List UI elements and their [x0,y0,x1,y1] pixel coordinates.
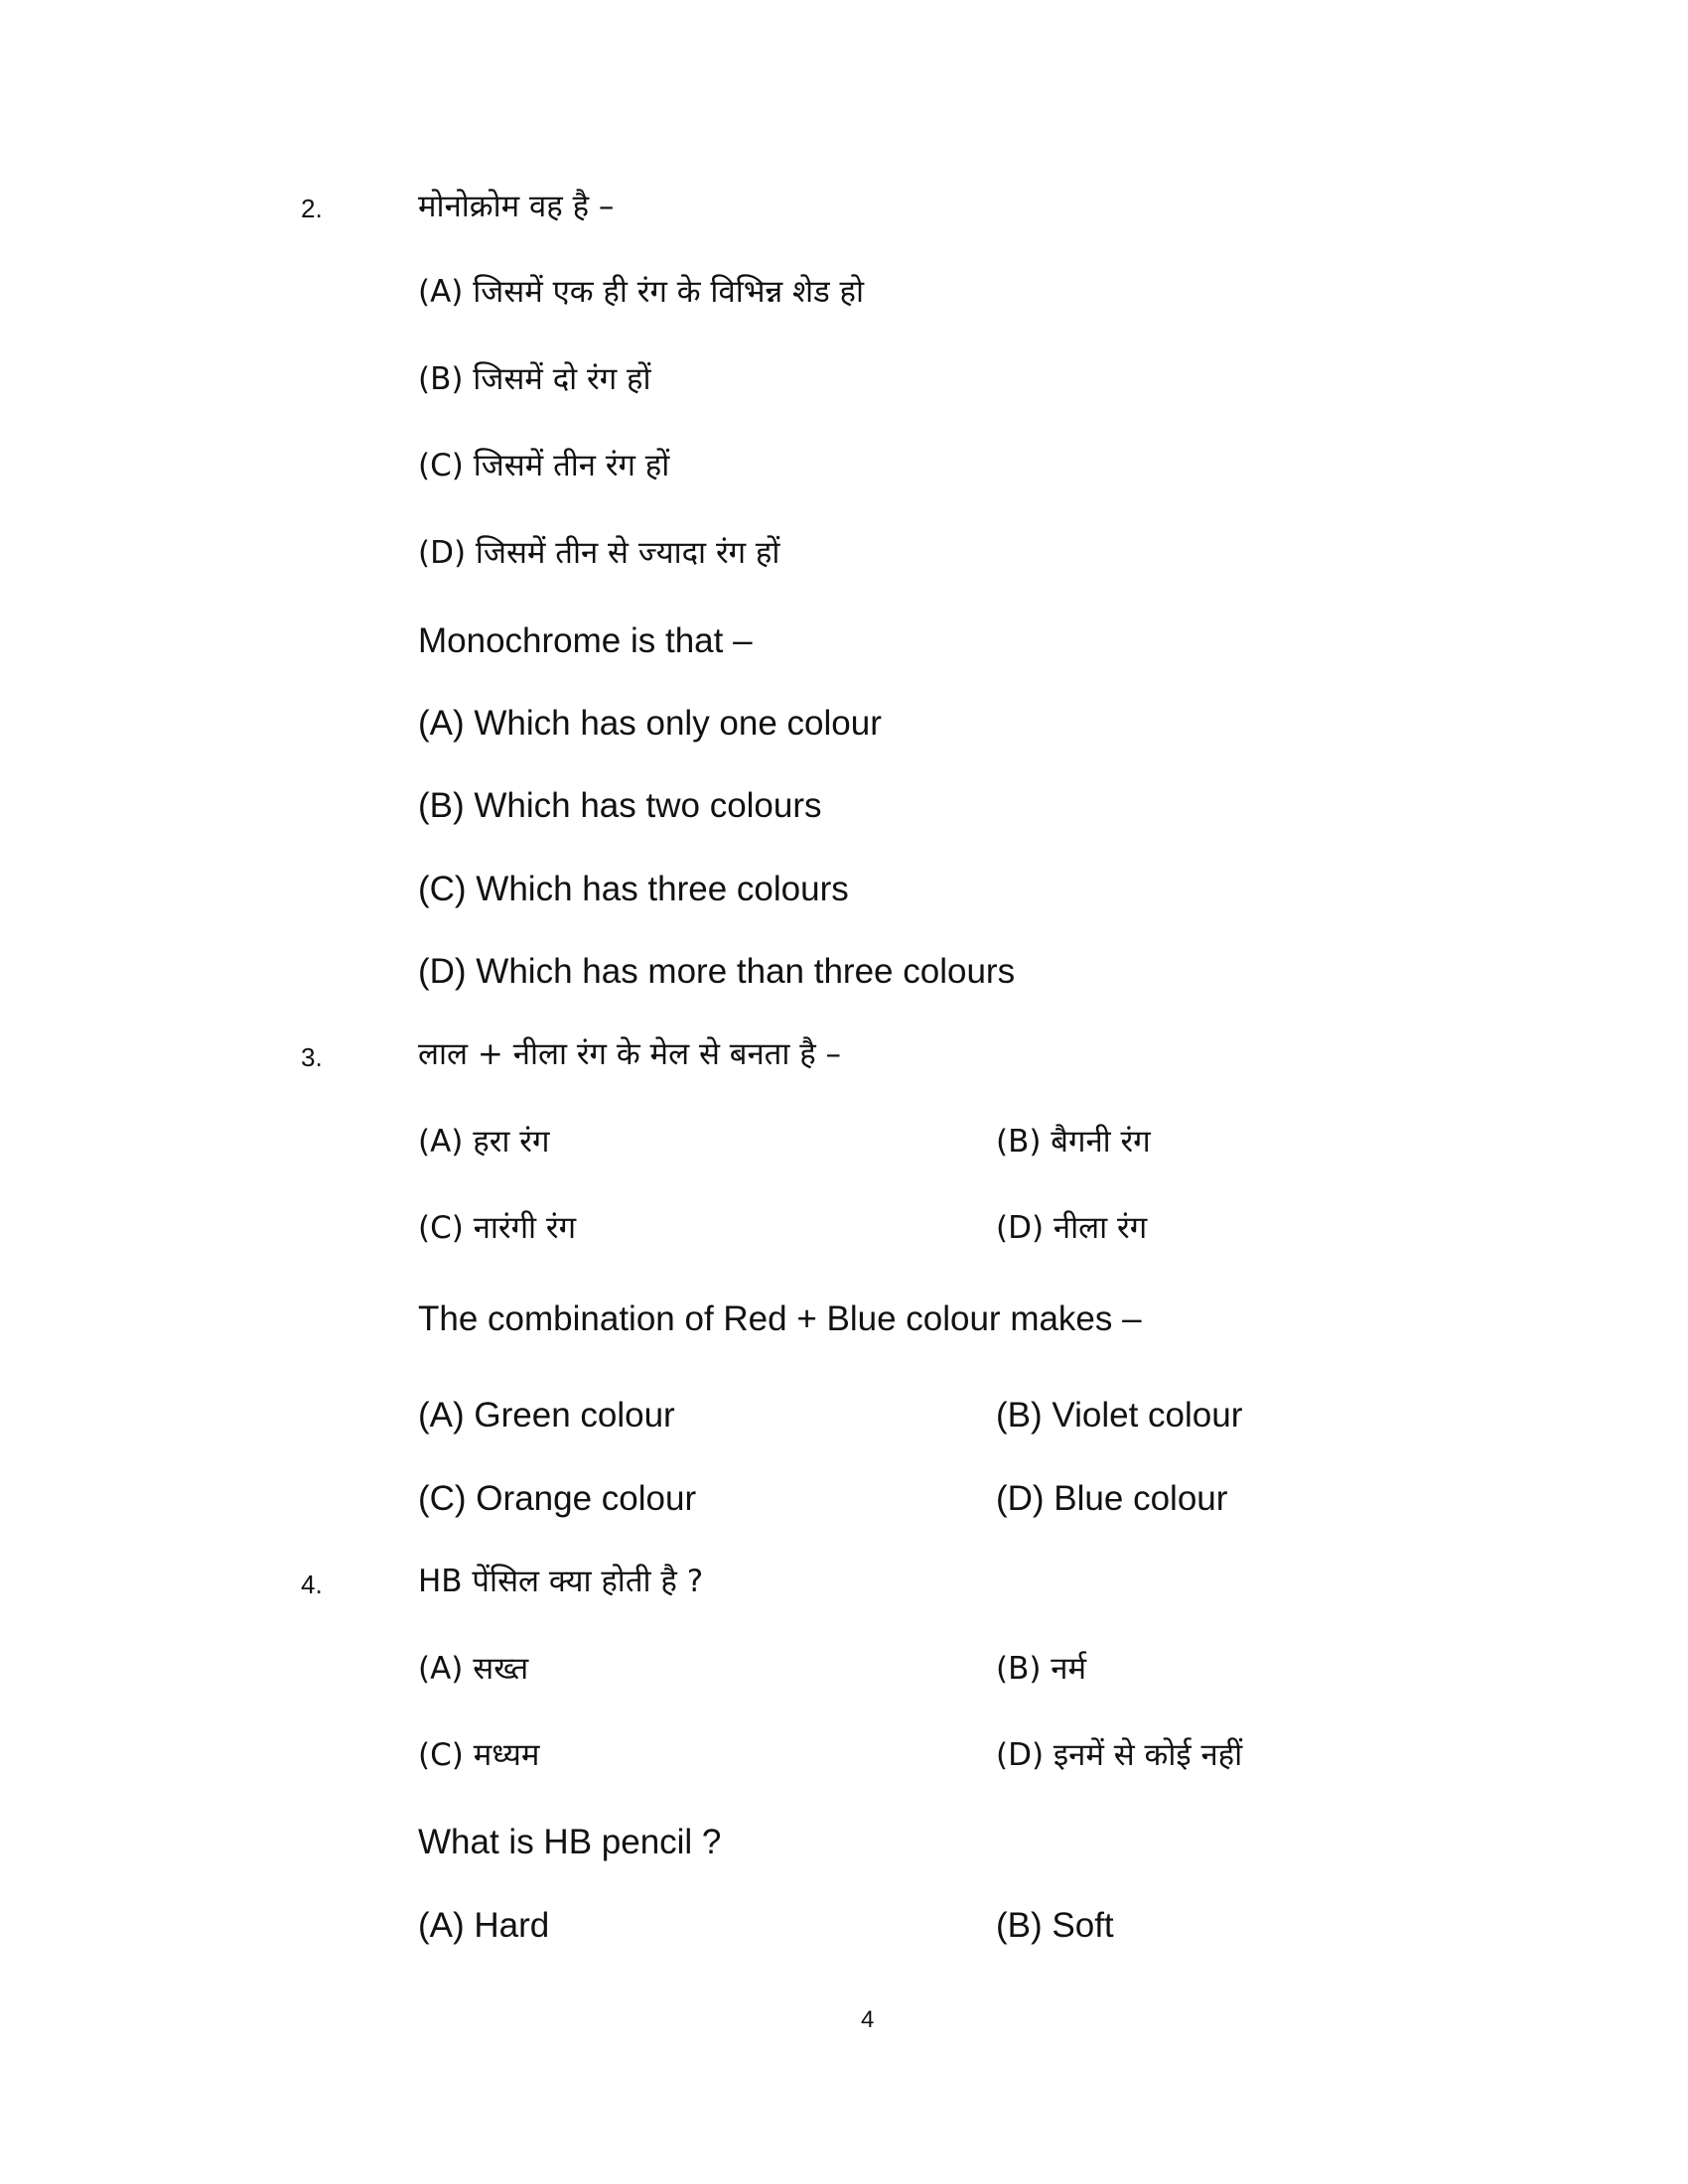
page-number: 4 [861,2006,875,2033]
option-b-hindi: (B) नर्म [996,1651,1087,1687]
option-b-english: (B) Violet colour [996,1396,1243,1434]
question-text-english: The combination of Red + Blue colour makes – [418,1299,1142,1338]
option-d-hindi: (D) जिसमें तीन से ज्यादा रंग हों [418,535,780,571]
option-a-hindi: (A) सख्त [418,1651,529,1687]
option-c-english: (C) Orange colour [418,1479,697,1518]
option-b-english: (B) Which has two colours [418,786,822,825]
option-c-hindi: (C) मध्यम [418,1737,540,1773]
question-text-english: Monochrome is that – [418,621,753,660]
option-a-english: (A) Which has only one colour [418,704,882,743]
option-d-hindi: (D) नीला रंग [996,1210,1148,1246]
option-c-hindi: (C) जिसमें तीन रंग हों [418,448,670,483]
option-b-english: (B) Soft [996,1906,1114,1945]
question-text-hindi: लाल + नीला रंग के मेल से बनता है – [418,1036,842,1072]
question-text-hindi: मोनोक्रोम वह है – [418,189,615,224]
option-a-english: (A) Hard [418,1906,550,1945]
question-text-hindi: HB पेंसिल क्या होती है ? [418,1564,704,1599]
option-a-english: (A) Green colour [418,1396,675,1434]
question-number: 2. [301,194,323,223]
question-number: 3. [301,1042,323,1072]
option-d-english: (D) Which has more than three colours [418,952,1016,991]
option-a-hindi: (A) जिसमें एक ही रंग के विभिन्न शेड हो [418,274,865,310]
option-b-hindi: (B) जिसमें दो रंग हों [418,361,651,397]
question-text-english: What is HB pencil ? [418,1823,722,1861]
option-a-hindi: (A) हरा रंग [418,1124,550,1160]
option-d-english: (D) Blue colour [996,1479,1228,1518]
option-c-hindi: (C) नारंगी रंग [418,1210,577,1246]
option-d-hindi: (D) इनमें से कोई नहीं [996,1737,1243,1773]
option-c-english: (C) Which has three colours [418,870,849,908]
question-number: 4. [301,1570,323,1599]
option-b-hindi: (B) बैगनी रंग [996,1124,1151,1160]
